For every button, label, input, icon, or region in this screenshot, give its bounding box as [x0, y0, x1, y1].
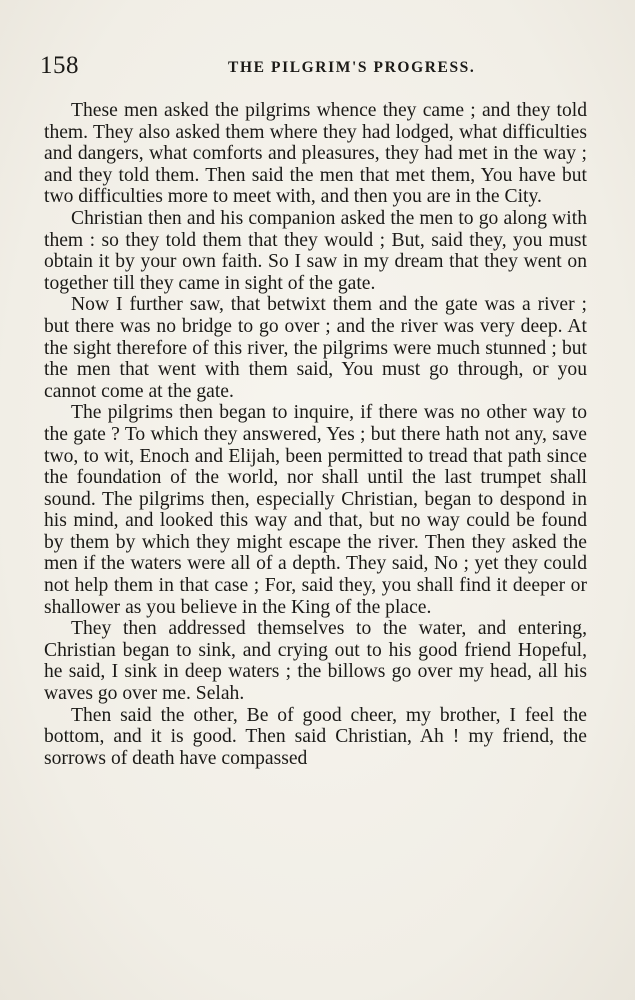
paragraph-6: Then said the other, Be of good cheer, my brother, I feel the bottom, and it is good. Then said Christian, Ah ! my friend, the sorrows of death have compassed: [44, 704, 587, 769]
paragraph-5: They then addressed themselves to the water, and entering, Christian began to sink, and crying out to his good friend Hopeful, he said, I sink in deep waters ; the billows go over my head, all his waves go over me. Selah.: [44, 618, 587, 705]
paragraph-3: Now I further saw, that betwixt them and the gate was a river ; but there was no bridge to go over ; and the river was very deep. At the sight therefore of this river, the pilgrims were much stunned ; but the men that went with them said, You must go through, or you cannot come at the gate.: [44, 294, 587, 402]
page-header: [40, 52, 595, 82]
paragraph-4: The pilgrims then began to inquire, if there was no other way to the gate ? To which they answered, Yes ; but there hath not any, save two, to wit, Enoch and Elijah, been permitted to tread that path since the foundation of the world, nor shall until the last trumpet shall sound. The pilgrims then, especially Christian, began to despond in his mind, and looked this way and that, but no way could be found by them by which they might escape the river. Then they asked the men if the waters were all of a depth. They said, No ; yet they could not help them in that case ; For, said they, you shall find it deeper or shallower as you believe in the King of the place.: [44, 402, 587, 618]
body-text: [44, 100, 587, 769]
page-number: 158: [40, 52, 79, 79]
paragraph-2: Christian then and his companion asked the men to go along with them : so they told them that they would ; But, said they, you must obtain it by your own faith. So I saw in my dream that they went on together till they came in sight of the gate.: [44, 207, 587, 294]
paragraph-1: These men asked the pilgrims whence they came ; and they told them. They also asked them where they had lodged, what difficulties and dangers, what comforts and pleasures, they had met in the way ; and they told them. Then said the men that met them, You have but two difficulties more to meet with, and then you are in the City.: [44, 100, 587, 208]
running-title: THE PILGRIM'S PROGRESS.: [228, 59, 476, 76]
